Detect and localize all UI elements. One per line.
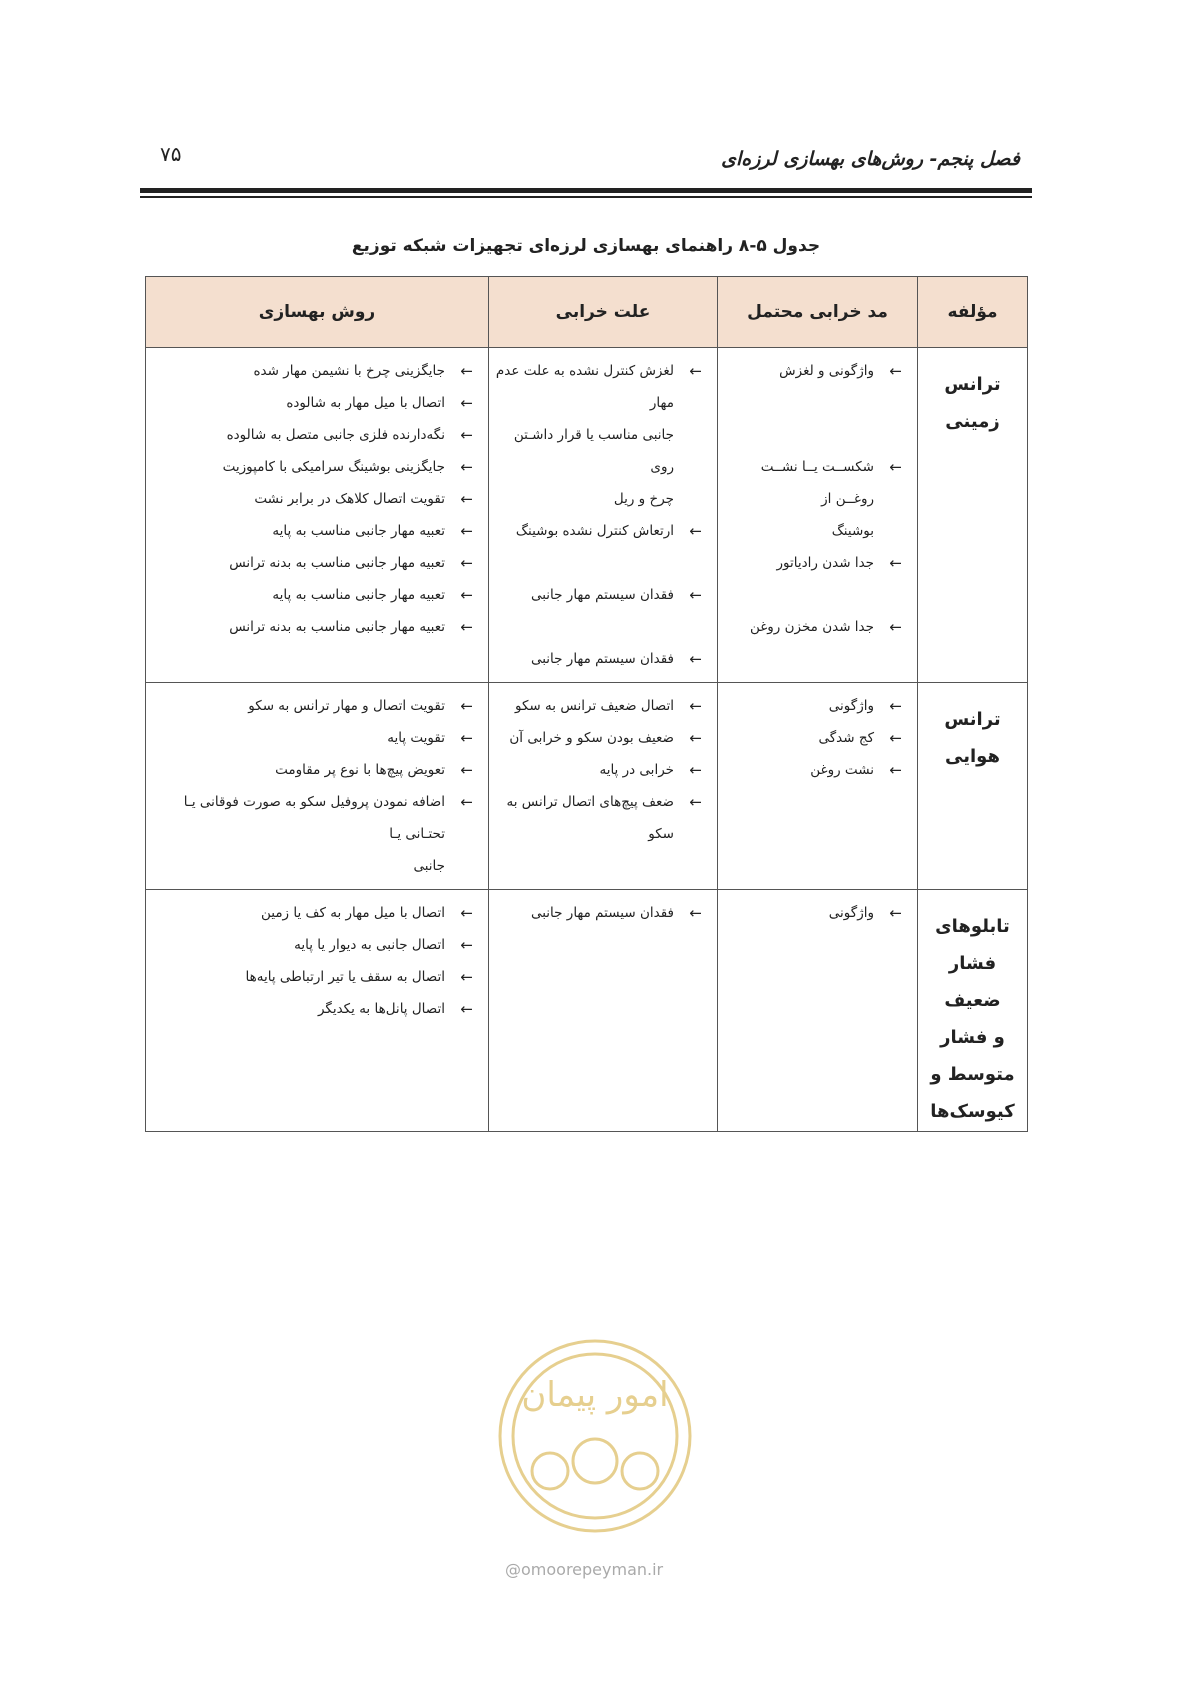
cause-text: فقدان سیستم مهار جانبی: [530, 905, 674, 921]
cause-text: اتصال ضعیف ترانس به سکو: [515, 698, 674, 714]
running-title: فصل پنجم- روش‌های بهسازی لرزه‌ای: [721, 148, 1020, 170]
method-item: [151, 961, 479, 993]
failure-mode-text: جدا شدن رادیاتور: [776, 555, 874, 571]
method-item: [151, 786, 479, 850]
cause-text: ارتعاش کنترل نشده بوشینگ: [515, 523, 674, 539]
method-item: [151, 483, 479, 515]
arrow-icon: ←: [460, 426, 473, 444]
method-item: [151, 355, 479, 387]
failure-mode-item: [723, 754, 908, 786]
arrow-icon: ←: [460, 458, 473, 476]
method-item: [151, 419, 479, 451]
arrow-icon: ←: [460, 729, 473, 747]
failure-mode-text: نشت روغن: [810, 762, 874, 778]
component-cell: [918, 890, 1028, 1132]
arrow-icon: ←: [889, 761, 902, 779]
cause-text: خرابی در پایه: [599, 762, 674, 778]
table-header-row: [146, 277, 1028, 348]
failure-mode-text: بوشینگ: [831, 523, 874, 539]
failure-mode-item: [723, 897, 908, 929]
watermark-site: @omoorepeyman.ir: [505, 1560, 664, 1579]
cause-item: [494, 515, 708, 547]
method-text: تقویت اتصال کلاهک در برابر نشت: [254, 491, 445, 507]
component-line: کیوسک‌ها: [930, 1101, 1015, 1122]
cause-list: [490, 349, 716, 681]
cause-spacer: [494, 611, 708, 643]
arrow-icon: ←: [460, 554, 473, 572]
table-row: [146, 683, 1028, 890]
cause-list: [490, 684, 716, 856]
arrow-icon: ←: [889, 904, 902, 922]
method-text: تعبیه مهار جانبی مناسب به پایه: [272, 587, 445, 603]
method-item: [151, 611, 479, 643]
method-item: [151, 579, 479, 611]
arrow-icon: ←: [460, 936, 473, 954]
cause-item: [494, 786, 708, 850]
watermark-logo-text: امور پیمان: [521, 1375, 669, 1415]
arrow-icon: ←: [460, 362, 473, 380]
table-row: [146, 890, 1028, 1132]
cause-text: فقدان سیستم مهار جانبی: [530, 651, 674, 667]
failure-mode-spacer: [723, 579, 908, 611]
component-cell: [918, 348, 1028, 683]
arrow-icon: ←: [460, 394, 473, 412]
method-item: [151, 754, 479, 786]
method-list: [147, 684, 487, 888]
method-text: تعبیه مهار جانبی مناسب به بدنه ترانس: [229, 619, 445, 635]
cause-item: [494, 690, 708, 722]
component-line: زمینی: [945, 411, 1000, 432]
cause-cell: [489, 683, 718, 890]
method-item: [151, 515, 479, 547]
arrow-icon: ←: [889, 554, 902, 572]
arrow-icon: ←: [689, 729, 702, 747]
method-item: [151, 722, 479, 754]
cause-text: چرخ و ریل: [613, 491, 674, 507]
cause-text: ضعیف بودن سکو و خرابی آن: [509, 730, 674, 746]
header-rule: [140, 188, 1032, 193]
method-text: تعبیه مهار جانبی مناسب به پایه: [272, 523, 445, 539]
cause-spacer: [494, 547, 708, 579]
cause-item: [494, 419, 708, 483]
method-cell: [146, 683, 489, 890]
method-item: [151, 929, 479, 961]
failure-mode-text: واژگونی و لغزش: [779, 363, 874, 379]
arrow-icon: ←: [889, 618, 902, 636]
method-item: [151, 897, 479, 929]
method-text: اتصال به سقف یا تیر ارتباطی پایه‌ها: [245, 969, 445, 985]
method-text: جایگزینی چرخ با نشیمن مهار شده: [253, 363, 445, 379]
arrow-icon: ←: [460, 586, 473, 604]
arrow-icon: ←: [689, 586, 702, 604]
arrow-icon: ←: [460, 761, 473, 779]
table-caption: جدول ۵-۸ راهنمای بهسازی لرزه‌ای تجهیزات شبکه توزیع: [351, 236, 821, 256]
method-list: [147, 891, 487, 1031]
method-text: جانبی: [413, 858, 445, 874]
arrow-icon: ←: [889, 458, 902, 476]
failure-mode-item: [723, 515, 908, 547]
arrow-icon: ←: [889, 362, 902, 380]
component-line: تابلوهای: [935, 916, 1010, 937]
arrow-icon: ←: [689, 793, 702, 811]
method-text: اتصال جانبی به دیوار یا پایه: [294, 937, 445, 953]
failure-mode-list: [719, 684, 916, 792]
arrow-icon: ←: [689, 904, 702, 922]
failure-mode-item: [723, 690, 908, 722]
cause-text: فقدان سیستم مهار جانبی: [530, 587, 674, 603]
cause-text: لغزش کنترل نشده به علت عدم مهار: [495, 363, 674, 411]
table-row: [146, 348, 1028, 683]
arrow-icon: ←: [689, 697, 702, 715]
failure-mode-cell: [718, 890, 918, 1132]
component-line: فشار ضعیف: [944, 953, 1001, 1011]
page-number: ۷۵: [160, 142, 182, 166]
method-text: تعبیه مهار جانبی مناسب به بدنه ترانس: [229, 555, 445, 571]
method-text: اتصال پانل‌ها به یکدیگر: [317, 1001, 445, 1017]
method-cell: [146, 890, 489, 1132]
cause-item: [494, 643, 708, 675]
failure-mode-item: [723, 611, 908, 643]
header-method: روش بهسازی: [146, 277, 489, 348]
component-line: ترانس: [944, 709, 1001, 730]
cause-item: [494, 897, 708, 929]
arrow-icon: ←: [889, 697, 902, 715]
header-rule-thin: [140, 196, 1032, 198]
arrow-icon: ←: [689, 761, 702, 779]
method-text: اضافه نمودن پروفیل سکو به صورت فوقانی یـا تحتـانی یـا: [183, 794, 445, 842]
failure-mode-list: [719, 349, 916, 649]
arrow-icon: ←: [460, 793, 473, 811]
method-text: اتصال با میل مهار به شالوده: [286, 395, 445, 411]
failure-mode-item: [723, 355, 908, 387]
arrow-icon: ←: [689, 650, 702, 668]
arrow-icon: ←: [460, 490, 473, 508]
arrow-icon: ←: [460, 697, 473, 715]
method-text: جایگزینی بوشینگ سرامیکی با کامپوزیت: [222, 459, 445, 475]
failure-mode-item: [723, 722, 908, 754]
cause-cell: [489, 890, 718, 1132]
cause-item: [494, 754, 708, 786]
method-text: تقویت اتصال و مهار ترانس به سکو: [248, 698, 445, 714]
arrow-icon: ←: [460, 522, 473, 540]
cause-text: جانبی مناسب یا قرار داشـتن روی: [513, 427, 674, 475]
arrow-icon: ←: [689, 362, 702, 380]
cause-text: ضعف پیچ‌های اتصال ترانس به سکو: [506, 794, 674, 842]
component-cell: [918, 683, 1028, 890]
method-item: [151, 547, 479, 579]
arrow-icon: ←: [460, 1000, 473, 1018]
arrow-icon: ←: [460, 618, 473, 636]
method-text: نگه‌دارنده فلزی جانبی متصل به شالوده: [226, 427, 445, 443]
cause-list: [490, 891, 716, 935]
cause-cell: [489, 348, 718, 683]
cause-item: [494, 483, 708, 515]
method-item: [151, 850, 479, 882]
failure-mode-cell: [718, 683, 918, 890]
failure-mode-item: [723, 451, 908, 515]
watermark-logo: [495, 1336, 695, 1536]
method-item: [151, 451, 479, 483]
failure-mode-text: شکســت یــا نشــت روغــن از: [760, 459, 874, 507]
header-component: مؤلفه: [918, 277, 1028, 348]
failure-mode-text: واژگونی: [828, 698, 874, 714]
cause-item: [494, 355, 708, 419]
arrow-icon: ←: [689, 522, 702, 540]
method-cell: [146, 348, 489, 683]
retrofit-table: [145, 276, 1028, 1132]
component-line: هوایی: [945, 746, 1000, 767]
arrow-icon: ←: [460, 904, 473, 922]
method-text: تقویت پایه: [387, 730, 445, 746]
component-line: و فشار: [940, 1027, 1005, 1048]
method-item: [151, 387, 479, 419]
component-line: ترانس: [944, 374, 1001, 395]
cause-item: [494, 579, 708, 611]
cause-item: [494, 722, 708, 754]
failure-mode-spacer: [723, 419, 908, 451]
method-text: تعویض پیچ‌ها با نوع پر مقاومت: [275, 762, 445, 778]
failure-mode-text: جدا شدن مخزن روغن: [749, 619, 874, 635]
method-text: اتصال با میل مهار به کف یا زمین: [260, 905, 445, 921]
arrow-icon: ←: [889, 729, 902, 747]
method-item: [151, 993, 479, 1025]
method-list: [147, 349, 487, 649]
failure-mode-cell: [718, 348, 918, 683]
failure-mode-list: [719, 891, 916, 935]
failure-mode-spacer: [723, 387, 908, 419]
component-line: متوسط و: [930, 1064, 1015, 1085]
header-cause: علت خرابی: [489, 277, 718, 348]
header-failure-mode: مد خرابی محتمل: [718, 277, 918, 348]
method-item: [151, 690, 479, 722]
failure-mode-text: واژگونی: [828, 905, 874, 921]
failure-mode-item: [723, 547, 908, 579]
arrow-icon: ←: [460, 968, 473, 986]
failure-mode-text: کج شدگی: [818, 730, 874, 746]
